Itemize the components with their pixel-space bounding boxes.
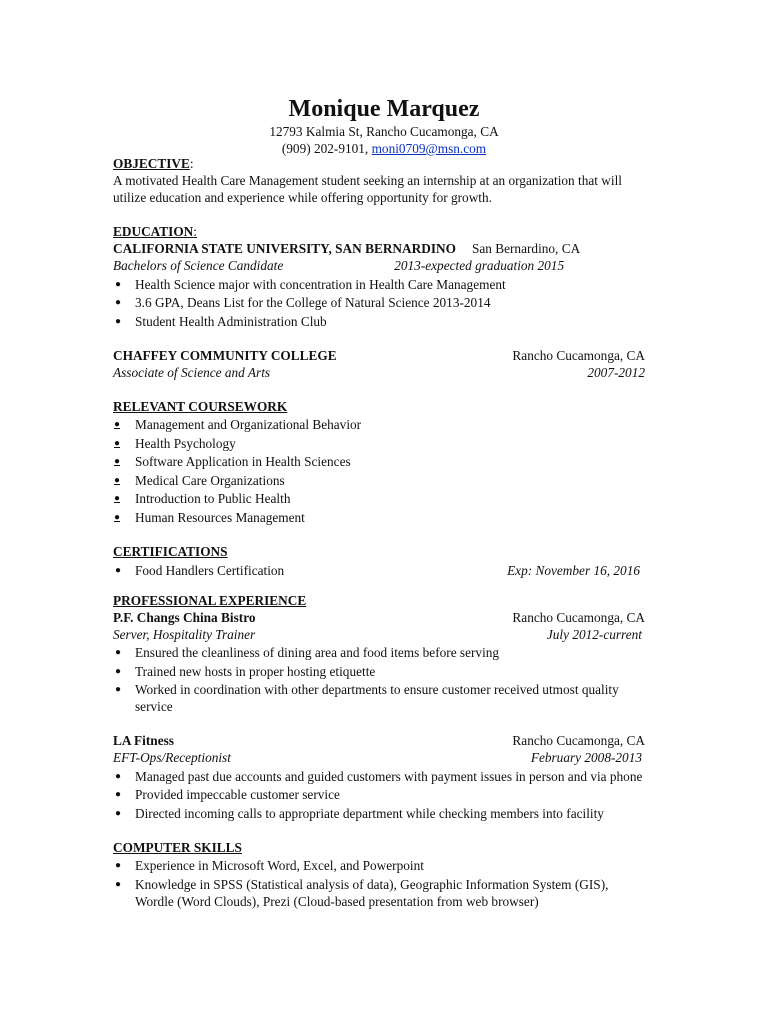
address-line: 12793 Kalmia St, Rancho Cucamonga, CA [269,124,499,139]
school-row [113,347,645,364]
objective-text: A motivated Health Care Management student seeking an internship at an organization that will utilize education and experience while offering opportunity for growth. [113,173,622,205]
list-item: ● Ensured the cleanliness of dining area and food items before serving [115,645,500,661]
job-role-row [113,749,645,766]
list-item: ● Medical Care Organizations [114,472,285,488]
job-date: July 2012-current [546,626,642,642]
phone-number: (909) 202-9101, [281,141,372,156]
list-item: ● Experience in Microsoft Word, Excel, and Powerpoint [115,858,424,874]
section-title-experience: PROFESSIONAL EXPERIENCE [113,592,307,608]
list-item [113,562,645,579]
degree-name: Bachelors of Science Candidate [113,258,284,273]
bullet-icon: ● [115,278,122,290]
job-location: Rancho Cucamonga, CA [512,609,645,625]
bullet-icon: ● [115,684,122,696]
list-item: ● Introduction to Public Health [114,491,291,507]
school-name: CALIFORNIA STATE UNIVERSITY, SAN BERNARDINO [113,241,456,256]
list-item: ● Trained new hosts in proper hosting etiquette [115,663,376,679]
email-link[interactable]: moni0709@msn.com [371,141,487,156]
section-title-computer-skills: COMPUTER SKILLS [113,839,242,855]
list-item: ● Directed incoming calls to appropriate department while checking members into facility [115,805,604,821]
degree-date: 2013-expected graduation 2015 [394,258,565,273]
bullet-icon: ● [114,512,121,524]
certification-name: Food Handlers Certification [135,562,285,578]
job-date: February 2008-2013 [530,750,642,766]
list-item: ● Knowledge in SPSS (Statistical analysis of data), Geographic Information System (GIS), Wordle (Word Clouds), Prezi (Cloud-based presentation from web browser) [115,876,609,909]
school-name: CHAFFEY COMMUNITY COLLEGE [113,347,337,363]
school-location: San Bernardino, CA [471,241,581,256]
resume-body [113,155,645,910]
list-item: ● Managed past due accounts and guided customers with payment issues in person and via phone [115,768,643,784]
job-role-row [113,626,645,643]
job-row [113,609,645,626]
bullet-icon: ● [115,770,122,782]
bullet-icon: ● [114,493,121,505]
bullet-icon: ● [114,419,121,431]
company-name: LA Fitness [113,733,174,749]
list-item: ● Health Science major with concentration in Health Care Management [115,276,506,292]
bullet-icon: ● [115,315,122,327]
degree-name: Associate of Science and Arts [113,364,271,380]
company-name: P.F. Changs China Bistro [113,609,256,625]
bullet-icon: ● [115,878,122,890]
bullet-icon: ● [115,647,122,659]
list-item: ● Worked in coordination with other departments to ensure customer received utmost quality service [115,682,619,715]
degree-date: 2007-2012 [587,364,645,380]
list-item: ● Health Psychology [114,435,236,451]
bullet-icon: ● [114,437,121,449]
bullet-icon: ● [114,474,121,486]
degree-row [113,364,645,381]
list-item: ● Student Health Administration Club [115,313,327,329]
bullet-icon: ● [115,665,122,677]
list-item: ● Management and Organizational Behavior [114,417,362,433]
section-title-education: EDUCATION: [113,224,197,239]
section-title-coursework: RELEVANT COURSEWORK [113,398,288,414]
school-location: Rancho Cucamonga, CA [512,347,645,363]
certification-exp: Exp: November 16, 2016 [507,562,640,578]
bullet-icon: ● [115,297,122,308]
list-item: ● Software Application in Health Sciences [114,454,351,470]
list-item: ● Human Resources Management [114,510,305,526]
job-title: Server, Hospitality Trainer [113,626,256,642]
bullet-icon: ● [115,807,122,819]
bullet-icon: ● [115,789,122,801]
degree-row [113,257,645,274]
candidate-name: Monique Marquez [288,96,480,122]
section-title-certifications: CERTIFICATIONS [113,544,228,560]
bullet-icon: ● [115,564,122,576]
job-location: Rancho Cucamonga, CA [512,733,645,749]
job-title: EFT-Ops/Receptionist [113,750,231,766]
section-title-objective: OBJECTIVE: [113,156,194,171]
bullet-icon: ● [114,456,121,468]
resume-header [0,95,768,157]
list-item: ● Provided impeccable customer service [115,787,340,803]
bullet-icon: ● [115,860,122,872]
school-row [113,240,645,257]
job-row [113,732,645,749]
list-item: ● 3.6 GPA, Deans List for the College of Natural Science 2013-2014 [115,295,491,310]
